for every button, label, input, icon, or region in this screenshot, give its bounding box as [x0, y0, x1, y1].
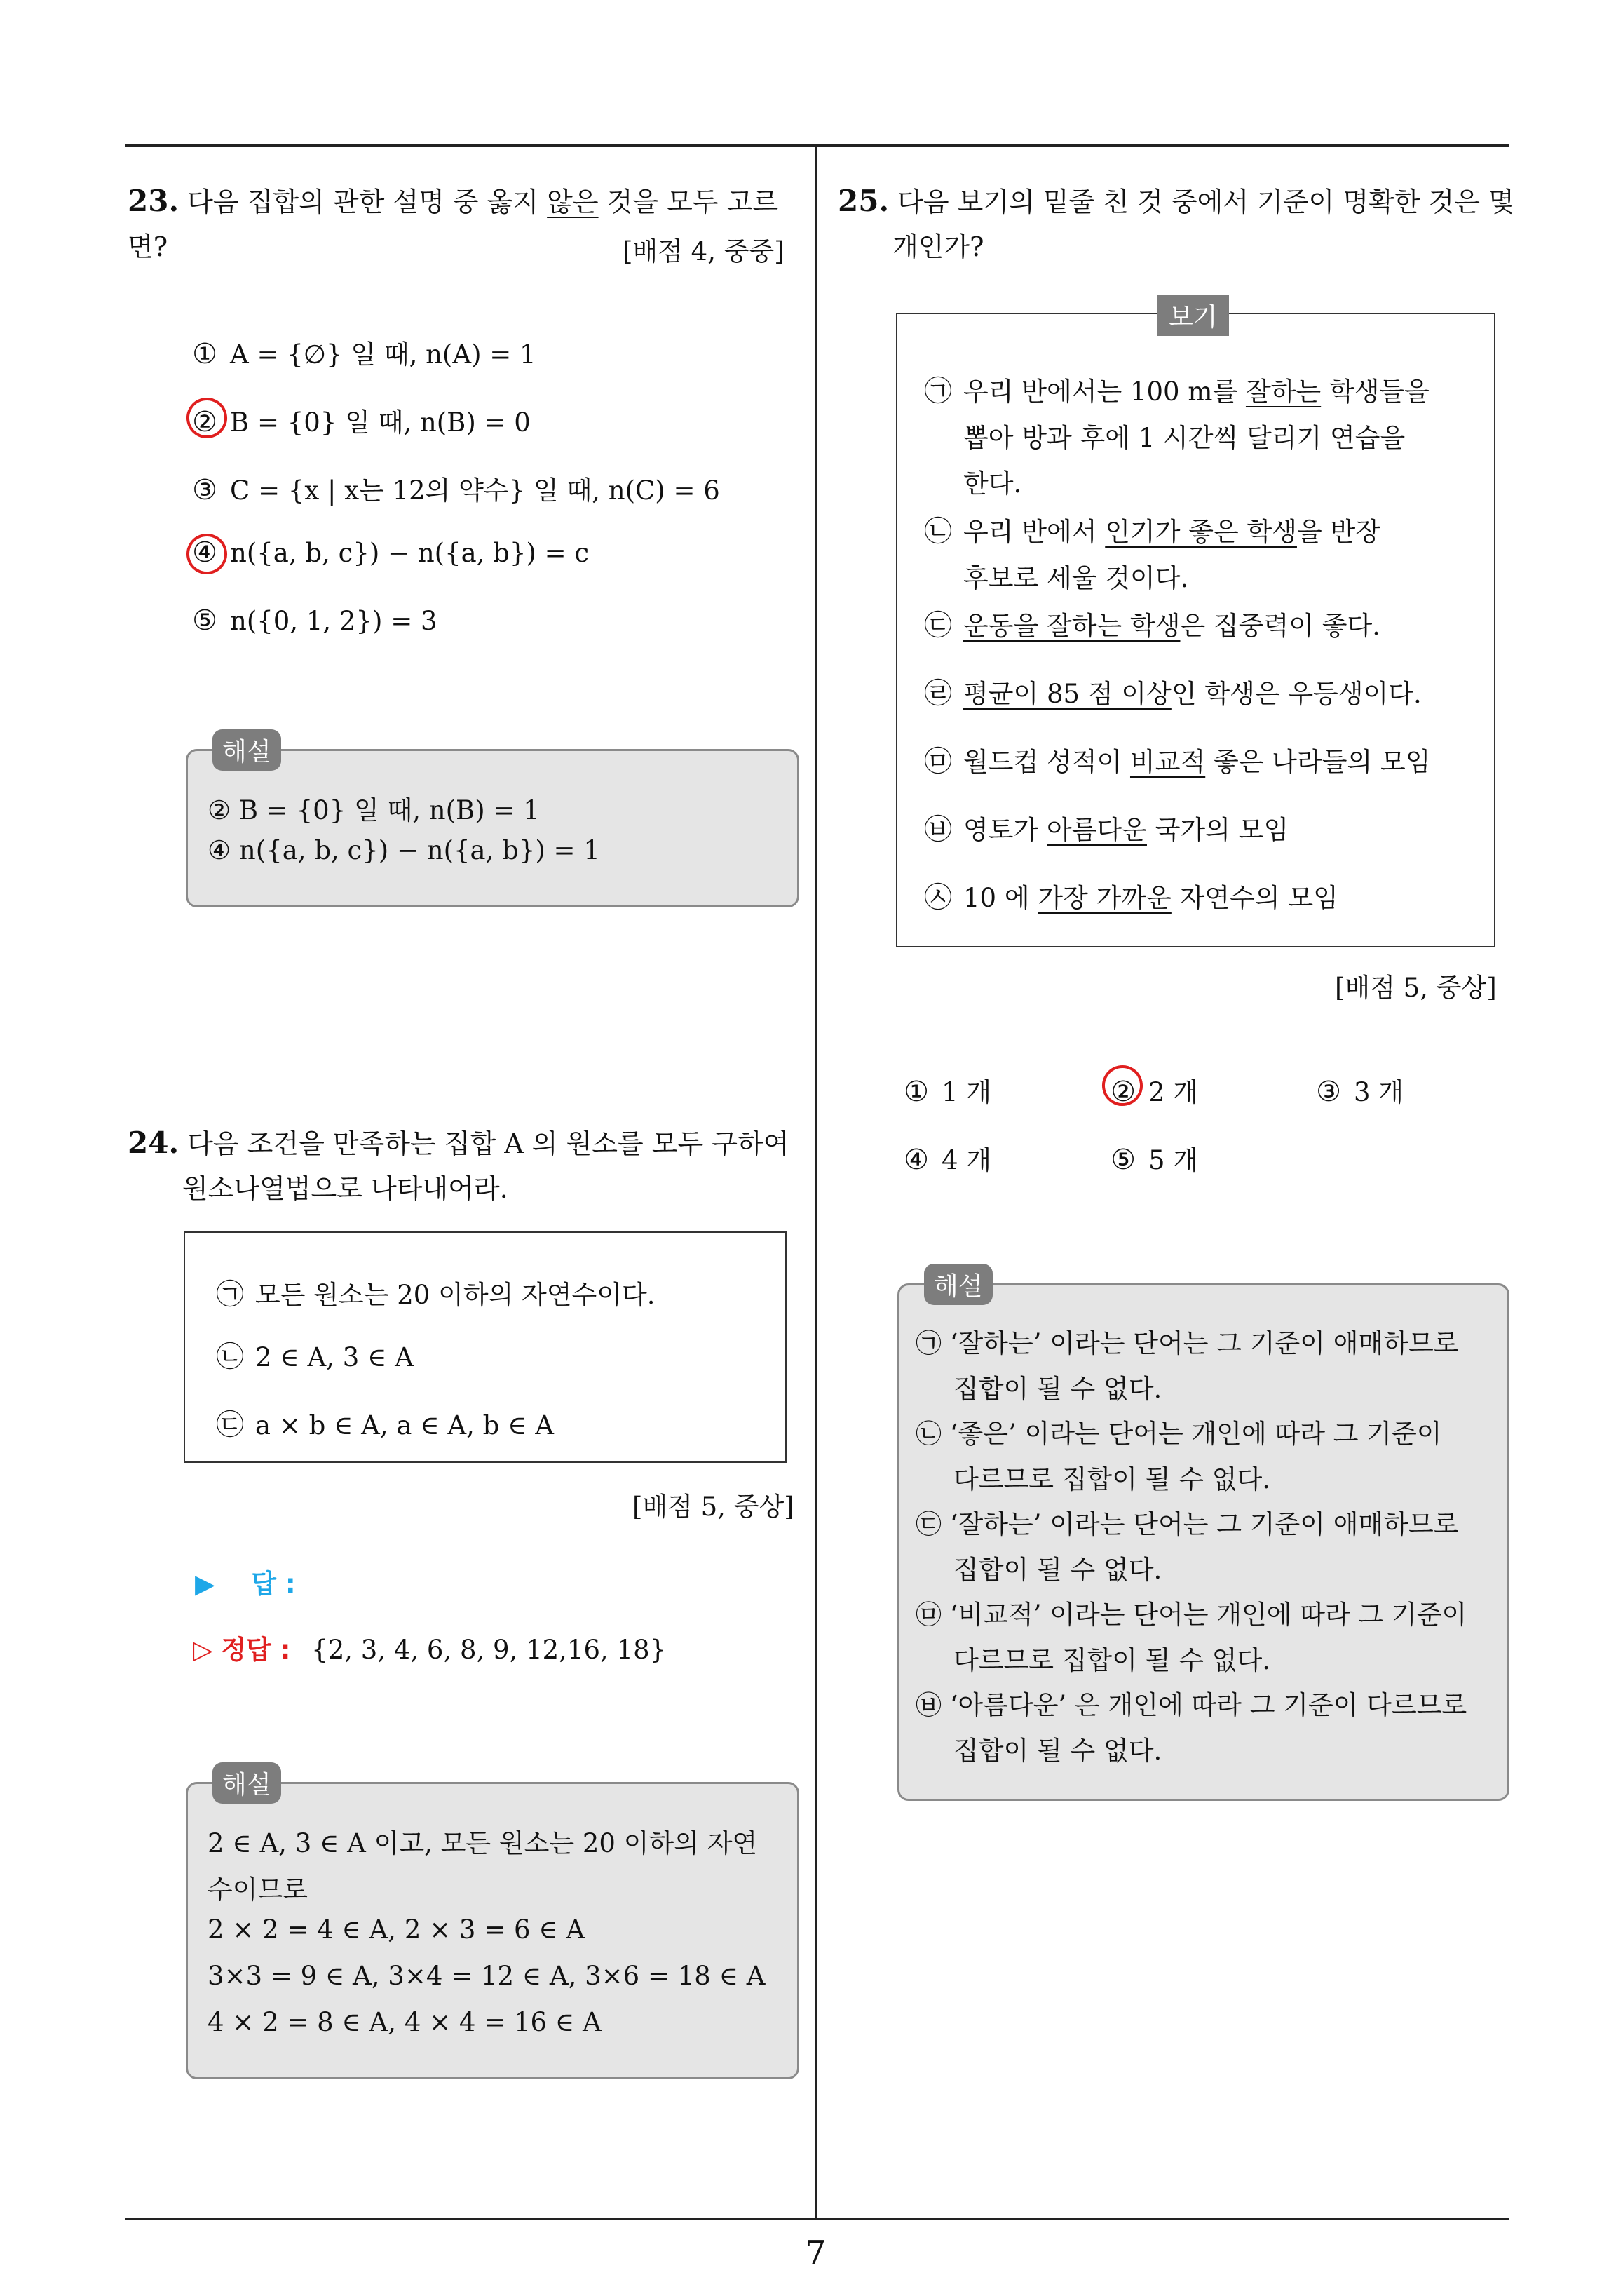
item-text: 한다. [963, 468, 1022, 499]
q24-solution-line: 수이므로 [208, 1875, 308, 1905]
q24-correct-label: 정답 : [221, 1635, 291, 1665]
item-mark: ㉥ [924, 813, 952, 846]
item-mark [923, 556, 953, 587]
q24-solution-label: 해설 [212, 1762, 281, 1804]
q25-question [838, 179, 1514, 269]
q23-solution-line: ② B = {0} 일 때, n(B) = 1 [208, 795, 540, 825]
correct-arrow-icon: ▷ [193, 1635, 213, 1665]
option-mark: ㉠ [216, 1278, 244, 1311]
item-text: 후보로 세울 것이다. [963, 563, 1189, 593]
page-number: 7 [805, 2234, 827, 2273]
item-mark: ㉠ [924, 375, 952, 407]
item-underlined-text: 평균이 85 점 이상 [963, 679, 1172, 709]
q25-solution-line: 집합이 될 수 없다. [953, 1735, 1162, 1766]
item-mark [923, 461, 953, 492]
q25-example-item [923, 809, 1289, 846]
q25-example-item [923, 877, 1338, 914]
item-underlined-text: 인기가 좋은 학생 [1105, 517, 1297, 547]
q25-option [1108, 1139, 1198, 1177]
q23-option [189, 605, 437, 636]
q24-correct-value: {2, 3, 4, 6, 8, 9, 12,16, 18} [311, 1635, 667, 1665]
q25-option [1313, 1071, 1404, 1109]
q23-text-under: 않은 [547, 187, 599, 217]
q25-solution-line: ㉡ ‘좋은’ 이라는 단어는 개인에 따라 그 기준이 [916, 1419, 1442, 1449]
option-mark: ㉡ [216, 1341, 244, 1373]
item-mark: ㉢ [924, 609, 952, 642]
item-text: 은 집중력이 좋다. [1180, 611, 1380, 641]
q25-score: [배점 5, 중상] [1335, 973, 1497, 1003]
q24-condition [215, 1274, 656, 1311]
item-underlined-text: 운동을 잘하는 학생 [963, 611, 1181, 641]
option-mark: ③ [1316, 1076, 1341, 1108]
q24-correct-row [193, 1628, 666, 1666]
option-text: 4 개 [942, 1145, 992, 1175]
q23-number: 23. [128, 184, 179, 218]
item-mark: ㉡ [924, 515, 952, 548]
item-underlined-text: 가장 가까운 [1038, 883, 1172, 913]
bottom-rule [125, 2218, 1509, 2220]
q23-option [189, 537, 589, 568]
q24-solution-line: 4 × 2 = 8 ∈ A, 4 × 4 = 16 ∈ A [208, 2007, 602, 2037]
center-divider [815, 144, 817, 2219]
option-mark: ㉢ [216, 1409, 244, 1441]
q25-number: 25. [838, 184, 890, 218]
q25-example-item [923, 605, 1380, 642]
item-underlined-text: 아름다운 [1047, 815, 1147, 845]
q25-option [901, 1139, 991, 1177]
item-text: 인 학생은 우등생이다. [1171, 679, 1422, 709]
option-text: 모든 원소는 20 이하의 자연수이다. [255, 1280, 656, 1310]
q24-question [128, 1121, 808, 1211]
q25-example-item [923, 673, 1422, 710]
q23-solution-line: ④ n({a, b, c}) − n({a, b}) = 1 [208, 835, 600, 865]
q24-answer-label: 답 : [251, 1569, 296, 1599]
item-text: 우리 반에서는 100 m를 [963, 377, 1246, 407]
q24-number: 24. [128, 1126, 179, 1160]
option-text: C = {x | x는 12의 약수} 일 때, n(C) = 6 [230, 475, 720, 506]
option-text: A = {∅} 일 때, n(A) = 1 [230, 339, 536, 370]
q25-example-item [923, 416, 1405, 454]
option-text: a × b ∈ A, a ∈ A, b ∈ A [255, 1410, 554, 1440]
q25-text-line1: 다음 보기의 밑줄 친 것 중에서 기준이 명확한 것은 몇 [897, 187, 1514, 217]
q24-solution-line: 2 ∈ A, 3 ∈ A 이고, 모든 원소는 20 이하의 자연 [208, 1828, 758, 1858]
item-text: 10 에 [963, 883, 1038, 913]
option-mark: ④ [192, 536, 217, 569]
q25-example-item [923, 511, 1380, 548]
q23-solution-box [186, 749, 799, 907]
option-mark: ③ [192, 474, 217, 506]
answer-arrow-icon: ▶ [195, 1569, 215, 1599]
q24-solution-line: 2 × 2 = 4 ∈ A, 2 × 3 = 6 ∈ A [208, 1915, 585, 1945]
q25-solution-line: 다르므로 집합이 될 수 없다. [953, 1464, 1270, 1494]
q25-solution-line: ㉠ ‘잘하는’ 이라는 단어는 그 기준이 애매하므로 [916, 1328, 1459, 1358]
q25-solution-line: ㉢ ‘잘하는’ 이라는 단어는 그 기준이 애매하므로 [916, 1509, 1459, 1539]
q23-text-pre: 다음 집합의 관한 설명 중 옳지 [187, 187, 548, 217]
q24-condition [215, 1342, 414, 1372]
option-text: 3 개 [1354, 1077, 1404, 1107]
q25-text-line2: 개인가? [892, 231, 984, 262]
option-text: n({a, b, c}) − n({a, b}) = c [230, 538, 590, 568]
option-mark: ⑤ [1111, 1144, 1136, 1176]
q25-solution-line: ㉤ ‘비교적’ 이라는 단어는 개인에 따라 그 기준이 [916, 1600, 1467, 1630]
item-text: 학생들을 [1321, 377, 1430, 407]
q23-option [189, 333, 536, 371]
item-mark: ㉦ [924, 882, 952, 914]
q25-example-item [923, 741, 1430, 778]
q24-solution-line: 3×3 = 9 ∈ A, 3×4 = 12 ∈ A, 3×6 = 18 ∈ A [208, 1961, 766, 1991]
option-text: n({0, 1, 2}) = 3 [230, 606, 437, 636]
q25-solution-line: ㉥ ‘아름다운’ 은 개인에 따라 그 기준이 다르므로 [916, 1690, 1467, 1720]
option-mark: ① [192, 338, 217, 370]
q23-score: [배점 4, 중중] [623, 236, 785, 266]
q25-example-item [923, 461, 1021, 500]
item-underlined-text: 비교적 [1129, 747, 1206, 777]
q25-example-item [923, 370, 1430, 408]
q24-text-line1: 다음 조건을 만족하는 집합 A 의 원소를 모두 구하여 [187, 1128, 789, 1159]
q25-option [901, 1071, 991, 1109]
option-mark: ④ [904, 1144, 929, 1176]
item-text: 우리 반에서 [963, 517, 1106, 547]
q24-answer-row [195, 1562, 296, 1600]
option-text: 1 개 [942, 1077, 992, 1107]
option-text: 5 개 [1148, 1145, 1199, 1175]
q24-text-line2: 원소나열법으로 나타내어라. [182, 1173, 508, 1204]
item-text: 을 반장 [1296, 517, 1380, 547]
q25-solution-label: 해설 [924, 1264, 993, 1305]
item-text: 뽑아 방과 후에 1 시간씩 달리기 연습을 [963, 423, 1406, 453]
q25-example-label: 보기 [1157, 295, 1229, 336]
item-underlined-text: 잘하는 [1245, 377, 1322, 407]
q25-solution-line: 다르므로 집합이 될 수 없다. [953, 1645, 1270, 1675]
q23-option [189, 469, 720, 507]
q23-solution-label: 해설 [212, 729, 281, 771]
option-text: B = {0} 일 때, n(B) = 0 [230, 407, 531, 438]
item-text: 자연수의 모임 [1171, 883, 1338, 913]
q25-solution-box [897, 1283, 1509, 1801]
item-text: 영토가 [963, 815, 1047, 845]
item-text: 월드컵 성적이 [963, 747, 1130, 777]
q24-score: [배점 5, 중상] [632, 1492, 794, 1522]
q25-example-item [923, 556, 1188, 595]
q25-solution-line: 집합이 될 수 없다. [953, 1373, 1162, 1404]
item-mark [923, 416, 953, 447]
q25-solution-line: 집합이 될 수 없다. [953, 1554, 1162, 1585]
item-mark: ㉣ [924, 677, 952, 710]
q23-option [189, 401, 531, 439]
item-text: 좋은 나라들의 모임 [1205, 747, 1431, 777]
option-mark: ① [904, 1076, 929, 1108]
item-text: 국가의 모임 [1146, 815, 1289, 845]
option-mark: ② [192, 406, 217, 438]
option-text: 2 ∈ A, 3 ∈ A [255, 1342, 414, 1372]
q23-text-post: 것을 모두 고르면? [128, 187, 779, 262]
item-mark: ㉤ [924, 745, 952, 778]
option-mark: ② [1111, 1076, 1136, 1108]
option-text: 2 개 [1148, 1077, 1199, 1107]
option-mark: ⑤ [192, 605, 217, 637]
q24-condition [215, 1410, 554, 1440]
